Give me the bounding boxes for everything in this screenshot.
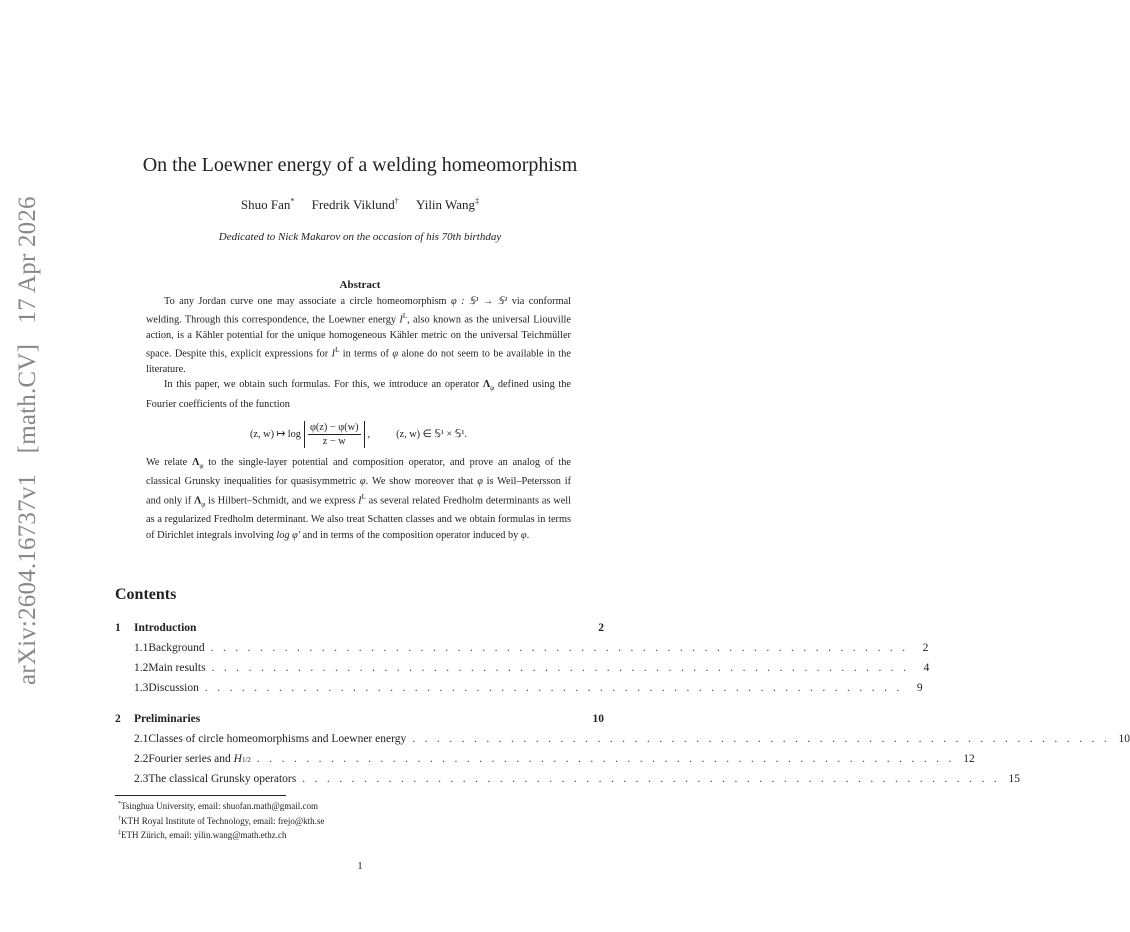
paper-title: On the Loewner energy of a welding homeomorphism	[142, 154, 578, 176]
toc-section[interactable]: 2 Preliminaries 10	[115, 713, 604, 725]
abstract-paragraph: To any Jordan curve one may associate a circle homeomorphism φ : 𝕊¹ → 𝕊¹ via conformal welding. Through this correspondence, the Loewner energy $I^L$, also known as the universal Liouville action, is a Kähler potential for the unique homogeneous Kähler metric on the universal Teichmüller space. Despite this, explicit expressions for $I^L$ in terms of φ alone do not seem to be available in the literature.	[146, 296, 572, 376]
toc-subsection[interactable]: 1.2 Main results . . . . . . . . . . . . . . . . . . . . . . . . . . . . . . . . . . . . . . . . . . . . . . . . . . . . . . . . . 4	[134, 662, 930, 674]
abstract-paragraph: We relate $\Lambda_\varphi$ to the single-layer potential and composition operator, and prove an analog of the classical Grunsky inequalities for quasisymmetric φ. We show moreover that φ is Weil–Petersson if and only if $\Lambda_\varphi$ is Hilbert–Schmidt, and we express $I^L$ as several related Fredholm determinants as well as a regularized Fredholm determinant. We also treat Schatten classes and we obtain formulas in terms of Dirichlet integrals involving log φ′ and in terms of the composition operator induced by φ.	[146, 456, 572, 541]
abstract-paragraph: In this paper, we obtain such formulas. For this, we introduce an operator $\Lambda_\varphi$ defined using the Fourier coefficients of the function	[146, 379, 571, 410]
author: Shuo Fan*	[240, 197, 295, 213]
toc-subsection[interactable]: 2.3 The classical Grunsky operators . . . . . . . . . . . . . . . . . . . . . . . . . . . . . . . . . . . . . . . . . . . . . . . . . . . . . . . . . 15	[134, 773, 1021, 785]
author-mark: †	[394, 197, 399, 206]
footnote: ‡ETH Zürich, email: yilin.wang@math.ethz.ch	[118, 830, 287, 840]
toc-subsection[interactable]: 2.1 Classes of circle homeomorphisms and Loewner energy . . . . . . . . . . . . . . . . . . . . . . . . . . . . . . . . . . . . . . . . . . . . . . . . . . . . . . . . . 10	[134, 733, 1130, 745]
display-formula: (z, w) ↦ log $\frac{\varphi(z) - \varphi(w)}{z - w}$ , (z, w) ∈ 𝕊¹ × 𝕊¹.	[249, 421, 468, 447]
author-mark: *	[290, 197, 295, 206]
contents-heading: Contents	[115, 586, 177, 603]
arxiv-date: 17 Apr 2026	[14, 196, 41, 324]
author: Yilin Wang‡	[416, 197, 480, 213]
toc-subsection[interactable]: 1.1 Background . . . . . . . . . . . . . . . . . . . . . . . . . . . . . . . . . . . . . . . . . . . . . . . . . . . . . . . . . 2	[134, 642, 929, 654]
toc-subsection[interactable]: 1.3 Discussion . . . . . . . . . . . . . . . . . . . . . . . . . . . . . . . . . . . . . . . . . . . . . . . . . . . . . . . . . 9	[134, 682, 923, 694]
abstract-body	[146, 294, 571, 543]
author-mark: ‡	[475, 197, 480, 206]
toc-section[interactable]: 1 Introduction 2	[115, 622, 604, 634]
footnotes	[118, 798, 324, 842]
author-list	[0, 197, 720, 213]
arxiv-stamp	[14, 182, 42, 685]
footnote: *Tsinghua University, email: shuofan.math@gmail.com	[118, 801, 319, 811]
abstract-heading: Abstract	[339, 279, 381, 291]
arxiv-category: [math.CV]	[14, 343, 41, 454]
dedication: Dedicated to Nick Makarov on the occasion of his 70th birthday	[218, 231, 502, 243]
footnote-rule	[115, 795, 286, 796]
table-of-contents	[115, 622, 1130, 793]
arxiv-id: arXiv:2604.16737v1	[14, 473, 41, 685]
author: Fredrik Viklund†	[311, 197, 399, 213]
toc-subsection[interactable]: 2.2 Fourier series and H 1/2 . . . . . . . . . . . . . . . . . . . . . . . . . . . . . . . . . . . . . . . . . . . . . . . . . . . . . . . . . 12	[134, 753, 975, 765]
footnote: †KTH Royal Institute of Technology, email: frejo@kth.se	[118, 815, 325, 826]
page-number: 1	[357, 860, 363, 872]
